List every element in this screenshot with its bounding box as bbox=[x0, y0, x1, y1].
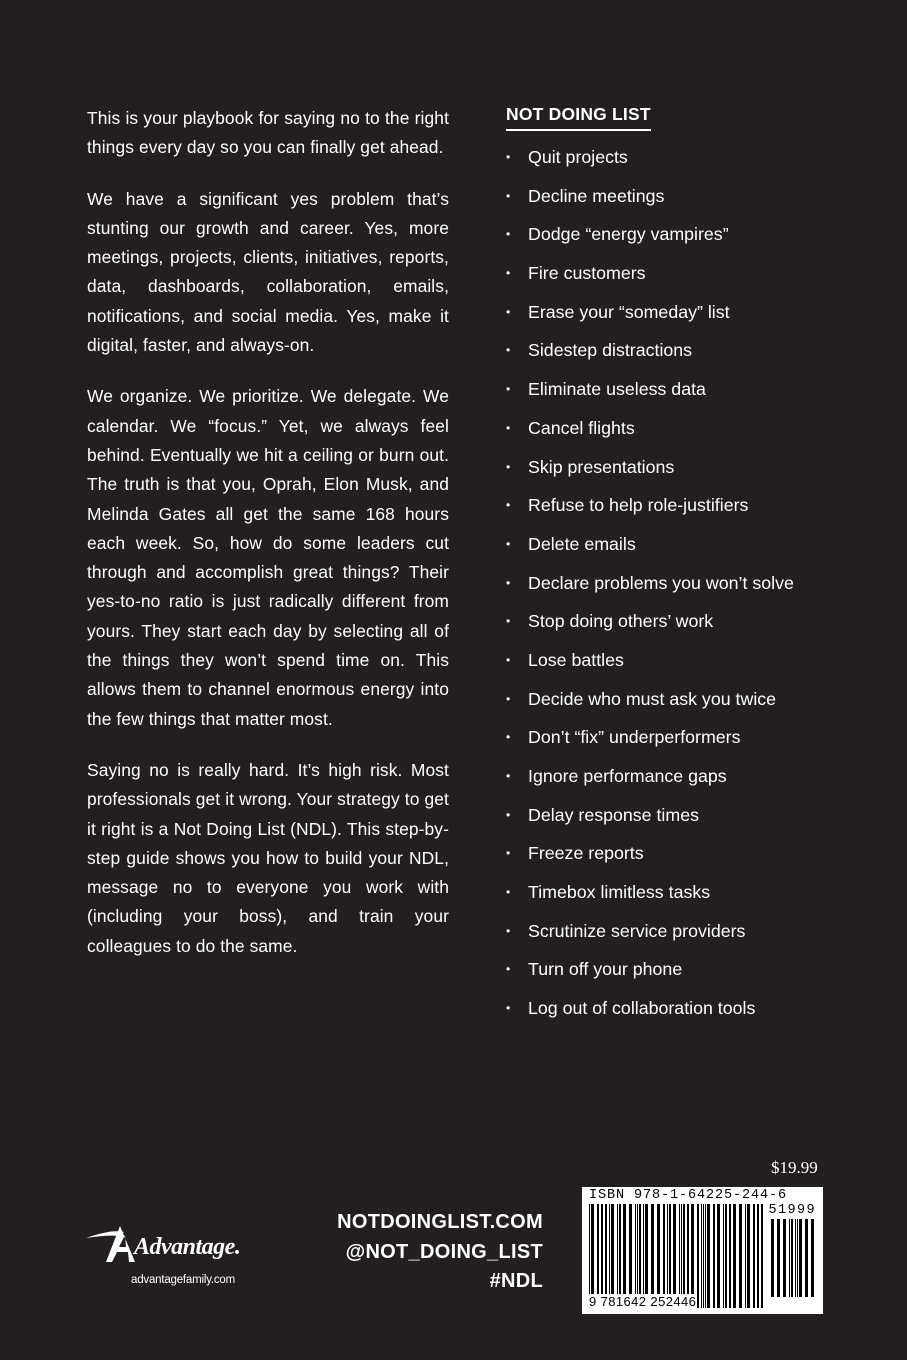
list-item-text: Turn off your phone bbox=[528, 959, 683, 980]
bullet-icon: • bbox=[506, 150, 511, 164]
bullet-icon: • bbox=[506, 691, 511, 706]
list-item-text: Scrutinize service providers bbox=[528, 920, 746, 941]
barcode-bar bbox=[723, 1204, 724, 1308]
not-doing-list-item bbox=[506, 564, 836, 603]
list-item-text: Cancel flights bbox=[528, 417, 635, 438]
barcode-bar bbox=[691, 1204, 694, 1308]
list-item-text: Dodge “energy vampires” bbox=[528, 224, 729, 245]
list-item-text: Delay response times bbox=[528, 804, 699, 825]
barcode-bar bbox=[795, 1219, 796, 1297]
barcode-bar bbox=[753, 1204, 755, 1308]
barcode-bar bbox=[657, 1204, 660, 1308]
barcode-bar bbox=[663, 1204, 665, 1308]
price-label: $19.99 bbox=[771, 1158, 818, 1177]
not-doing-list-item bbox=[506, 370, 836, 409]
not-doing-list-item bbox=[506, 602, 836, 641]
list-item-text: Skip presentations bbox=[528, 456, 675, 477]
list-item-text: Eliminate useless data bbox=[528, 379, 706, 400]
not-doing-list-title: NOT DOING LIST bbox=[506, 104, 651, 131]
not-doing-list-item bbox=[506, 912, 836, 951]
barcode-bar bbox=[617, 1204, 618, 1308]
isbn-barcode bbox=[582, 1187, 823, 1314]
bullet-icon: • bbox=[506, 807, 511, 822]
barcode-bar bbox=[681, 1204, 682, 1308]
bullet-icon: • bbox=[506, 769, 511, 783]
barcode-bar bbox=[713, 1204, 715, 1308]
back-cover-description bbox=[87, 104, 449, 983]
barcode-bar bbox=[601, 1204, 603, 1308]
list-item-text: Decline meetings bbox=[528, 185, 665, 206]
list-item-text: Stop doing others’ work bbox=[528, 611, 714, 632]
list-item-text: Timebox limitless tasks bbox=[528, 882, 711, 903]
bullet-icon: • bbox=[506, 343, 511, 358]
barcode-bar bbox=[597, 1204, 599, 1308]
bullet-icon: • bbox=[506, 498, 511, 513]
bullet-icon: • bbox=[506, 382, 511, 397]
barcode-bar bbox=[639, 1204, 641, 1308]
bullet-icon: • bbox=[506, 846, 511, 861]
barcode-bar bbox=[799, 1219, 802, 1297]
not-doing-list-item bbox=[506, 718, 836, 757]
barcode-bar bbox=[733, 1204, 736, 1308]
list-item-text: Lose battles bbox=[528, 649, 624, 670]
list-item-text: Declare problems you won’t solve bbox=[528, 572, 794, 593]
barcode-bar bbox=[777, 1219, 780, 1297]
barcode-bar bbox=[745, 1204, 746, 1308]
barcode-bar bbox=[683, 1204, 685, 1308]
price-barcode-bars bbox=[769, 1219, 819, 1297]
bullet-icon: • bbox=[506, 536, 511, 551]
barcode-bar bbox=[757, 1204, 759, 1308]
not-doing-list-item bbox=[506, 486, 836, 525]
ean-barcode-bars bbox=[587, 1204, 765, 1308]
barcode-bar bbox=[747, 1204, 750, 1308]
description-paragraph-3: We organize. We prioritize. We delegate. We calendar. We “focus.” Yet, we always feel behind. Eventually we hit a ceiling or burn out. The truth is that you, Oprah, Elon Musk, and Melinda Gates all get the same 168 hours each week. So, how do some leaders cut through and accomplish great things? Their yes-to-no ratio is just radically different from yours. They start each day by selecting all of the things they won’t spend time on. This allows them to channel enormous energy into the few things that matter most. bbox=[87, 386, 449, 729]
barcode-bar bbox=[673, 1204, 676, 1308]
barcode-bar bbox=[679, 1204, 680, 1308]
barcode-bar bbox=[687, 1204, 689, 1308]
social-handle[interactable]: @NOT_DOING_LIST bbox=[345, 1240, 543, 1263]
barcode-bar bbox=[703, 1204, 704, 1308]
barcode-bar bbox=[805, 1219, 808, 1297]
barcode-bar bbox=[591, 1204, 594, 1308]
bullet-icon: • bbox=[506, 923, 511, 938]
bullet-icon: • bbox=[506, 885, 511, 900]
list-item-text: Erase your “someday” list bbox=[528, 301, 730, 322]
isbn-label: ISBN 978-1-64225-244-6 bbox=[589, 1188, 788, 1203]
bullet-icon: • bbox=[506, 459, 511, 474]
list-item-text: Log out of collaboration tools bbox=[528, 998, 756, 1019]
barcode-bar bbox=[669, 1204, 671, 1308]
barcode-bar bbox=[761, 1204, 763, 1308]
bullet-icon: • bbox=[506, 652, 511, 667]
not-doing-list-item bbox=[506, 138, 836, 177]
not-doing-list bbox=[506, 138, 836, 1028]
list-item-text: Ignore performance gaps bbox=[528, 766, 727, 786]
bullet-icon: • bbox=[506, 266, 511, 281]
contact-block bbox=[300, 1208, 543, 1297]
barcode-bar bbox=[789, 1219, 790, 1297]
barcode-bar bbox=[605, 1204, 607, 1308]
barcode-bar bbox=[645, 1204, 648, 1308]
barcode-bar bbox=[717, 1204, 720, 1308]
not-doing-list-item bbox=[506, 834, 836, 873]
not-doing-list-item bbox=[506, 525, 836, 564]
barcode-bar bbox=[611, 1204, 614, 1308]
hashtag: #NDL bbox=[489, 1270, 543, 1292]
not-doing-list-item bbox=[506, 873, 836, 912]
barcode-bar bbox=[705, 1204, 706, 1308]
barcode-bar bbox=[635, 1204, 636, 1308]
list-item-text: Don’t “fix” underperformers bbox=[528, 727, 741, 748]
not-doing-list-item bbox=[506, 989, 836, 1028]
not-doing-list-panel bbox=[506, 104, 836, 1028]
not-doing-list-item bbox=[506, 331, 836, 370]
bullet-icon: • bbox=[506, 304, 511, 319]
description-paragraph-4: Saying no is really hard. It’s high risk. Most professionals get it wrong. Your strategy to get it right is a Not Doing List (NDL). This step-by-step guide shows you how to build your NDL, message no to everyone you work with (including your boss), and train your colleagues to do the same. bbox=[87, 759, 449, 956]
not-doing-list-item bbox=[506, 177, 836, 216]
barcode-bar bbox=[797, 1219, 798, 1297]
barcode-bar bbox=[619, 1204, 621, 1308]
bullet-icon: • bbox=[506, 962, 511, 977]
not-doing-list-item bbox=[506, 641, 836, 680]
not-doing-list-item bbox=[506, 950, 836, 989]
barcode-bar bbox=[791, 1219, 793, 1297]
advantage-swoosh-icon bbox=[84, 1222, 284, 1274]
barcode-bar bbox=[725, 1204, 727, 1308]
barcode-bar bbox=[651, 1204, 654, 1308]
barcode-bar bbox=[667, 1204, 668, 1308]
description-paragraph-2: We have a significant yes problem that’s stunting our growth and career. Yes, more meetings, projects, clients, initiatives, reports, data, dashboards, collaboration, emails, notifications, and social media. Yes, make it digital, faster, and always-on. bbox=[87, 188, 449, 356]
list-item-text: Fire customers bbox=[528, 263, 646, 284]
barcode-bar bbox=[783, 1219, 786, 1297]
bullet-icon: • bbox=[506, 227, 511, 242]
bullet-icon: • bbox=[506, 730, 511, 745]
barcode-bar bbox=[701, 1204, 702, 1308]
list-item-text: Decide who must ask you twice bbox=[528, 688, 777, 709]
not-doing-list-item bbox=[506, 680, 836, 719]
list-item-text: Delete emails bbox=[528, 533, 636, 554]
barcode-bar bbox=[707, 1204, 710, 1308]
not-doing-list-item bbox=[506, 757, 836, 796]
bullet-icon: • bbox=[506, 1001, 511, 1016]
not-doing-list-item bbox=[506, 409, 836, 448]
not-doing-list-item bbox=[506, 796, 836, 835]
price-code-label: 51999 bbox=[768, 1203, 816, 1218]
logo-wordmark: Advantage. bbox=[134, 1234, 241, 1260]
website-link[interactable]: NOTDOINGLIST.COM bbox=[337, 1211, 543, 1233]
not-doing-list-item bbox=[506, 448, 836, 487]
barcode-bar bbox=[771, 1219, 774, 1297]
barcode-bar bbox=[629, 1204, 632, 1308]
list-item-text: Refuse to help role-justifiers bbox=[528, 495, 749, 516]
ean-digits: 9 781642 252446 bbox=[589, 1294, 697, 1309]
bullet-icon: • bbox=[506, 614, 511, 629]
description-paragraph-1: This is your playbook for saying no to the right things every day so you can finally get ahead. bbox=[87, 108, 449, 158]
barcode-bar bbox=[637, 1204, 638, 1308]
bullet-icon: • bbox=[506, 188, 511, 203]
list-item-text: Freeze reports bbox=[528, 843, 644, 864]
publisher-url[interactable]: advantagefamily.com bbox=[131, 1274, 236, 1286]
barcode-bar bbox=[623, 1204, 626, 1308]
not-doing-list-item bbox=[506, 215, 836, 254]
bullet-icon: • bbox=[506, 575, 511, 590]
bullet-icon: • bbox=[506, 420, 511, 435]
not-doing-list-item bbox=[506, 254, 836, 293]
barcode-bar bbox=[609, 1204, 610, 1308]
not-doing-list-item bbox=[506, 293, 836, 332]
barcode-bar bbox=[729, 1204, 731, 1308]
list-item-text: Quit projects bbox=[528, 147, 628, 167]
barcode-bar bbox=[697, 1204, 699, 1308]
barcode-bar bbox=[589, 1204, 590, 1308]
barcode-bar bbox=[811, 1219, 814, 1297]
barcode-bar bbox=[643, 1204, 644, 1308]
barcode-bar bbox=[739, 1204, 742, 1308]
list-item-text: Sidestep distractions bbox=[528, 340, 693, 361]
